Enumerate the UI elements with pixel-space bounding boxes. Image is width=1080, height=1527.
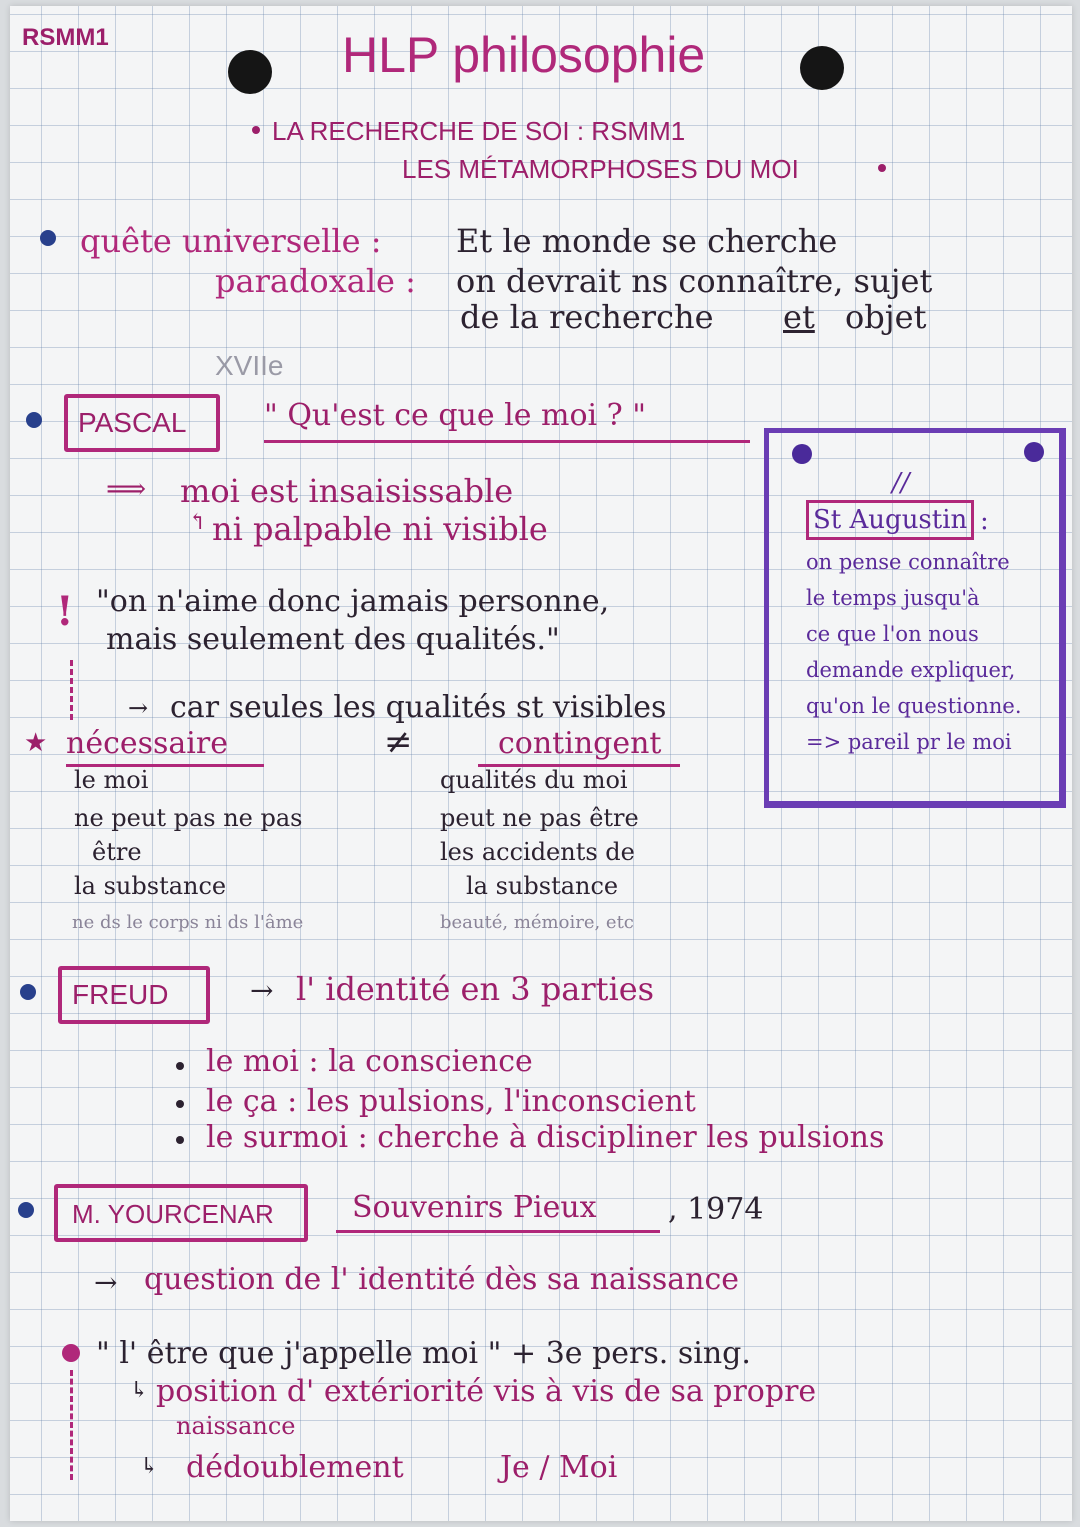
pascal-palpable: ni palpable ni visible [212,510,548,548]
right-item: qualités du moi [440,766,628,794]
yourcenar-quote-dashline [70,1370,76,1480]
century-note: XVIIe [215,350,284,381]
pascal-sub-arrow-icon: ↰ [188,510,207,535]
pascal-quote-line1: "on n'aime donc jamais personne, [96,584,610,619]
right-item-note: beauté, mémoire, etc [440,912,634,933]
parallel-sign: // [892,468,910,498]
freud-bullet [20,984,36,1000]
freud-item: le surmoi : cherche à discipliner les pulsions [206,1120,885,1155]
freud-item-bullet [176,1062,184,1070]
pascal-because: car seules les qualités st visibles [170,690,667,725]
pascal-question: " Qu'est ce que le moi ? " [264,398,647,433]
yourcenar-year: , 1974 [668,1192,764,1227]
freud-item: le ça : les pulsions, l'inconscient [206,1084,696,1119]
augustin-colon: : [980,506,989,536]
pascal-quote-dashline [70,660,76,720]
augustin-line: le temps jusqu'à [806,586,980,610]
left-item: être [92,838,142,866]
corner-code: RSMM1 [22,24,109,51]
left-item-note: ne ds le corps ni ds l'âme [72,912,304,933]
pascal-name: PASCAL [78,407,187,438]
intro-bullet [40,230,56,246]
augustin-line: => pareil pr le moi [806,730,1012,754]
freud-name-box [58,966,210,1024]
yourcenar-sub-arrow-icon: ↳ [140,1454,159,1479]
freud-item-bullet [176,1100,184,1108]
augustin-line: qu'on le questionne. [806,694,1022,718]
intro-text-monde: Et le monde se cherche [456,222,838,260]
freud-item: le moi : la conscience [206,1044,533,1079]
augustin-name: St Augustin [806,500,974,540]
freud-headline: l' identité en 3 parties [296,970,655,1008]
freud-name: FREUD [72,979,169,1010]
yourcenar-book: Souvenirs Pieux [352,1190,597,1225]
contingent-heading: contingent [498,726,662,761]
left-item: la substance [74,872,227,900]
right-item: les accidents de [440,838,635,866]
pascal-name-box [64,394,220,452]
pascal-bullet [26,412,42,428]
subtitle-line-2: LES MÉTAMORPHOSES DU MOI [402,154,799,184]
intro-label-paradoxale: paradoxale : [215,262,416,300]
yourcenar-bullet [18,1202,34,1218]
pascal-insaisissable: moi est insaisissable [180,472,514,510]
star-icon: ★ [24,728,48,758]
pascal-question-underline [264,440,750,443]
yourcenar-book-underline [336,1230,660,1233]
freud-arrow-icon: → [250,974,274,1007]
page-title: HLP philosophie [342,27,706,83]
pascal-exclamation-icon: ! [56,588,74,635]
intro-text-et: et [783,298,815,336]
yourcenar-dedoublement: dédoublement [186,1450,404,1485]
pascal-because-arrow-icon: → [128,694,149,722]
intro-label-universelle: quête universelle : [80,222,382,260]
intro-text-recherche: de la recherche [460,298,714,336]
binder-hole-right [800,46,844,90]
yourcenar-position: position d' extériorité vis à vis de sa propre [156,1374,817,1409]
yourcenar-arrow-icon: → [94,1266,118,1299]
subtitle-line-1: LA RECHERCHE DE SOI : RSMM1 [272,116,686,146]
pascal-arrow-icon: ⟹ [106,472,147,505]
yourcenar-je-moi: Je / Moi [500,1450,618,1485]
intro-text-devrait: on devrait ns connaître, sujet [456,262,933,300]
pascal-quote-line2: mais seulement des qualités." [106,622,560,657]
yourcenar-position-cont: naissance [176,1412,296,1440]
augustin-line: on pense connaître [806,550,1010,574]
binder-hole-left [228,50,272,94]
left-item: ne peut pas ne pas [74,804,303,832]
augustin-line: demande expliquer, [806,658,1016,682]
yourcenar-question: question de l' identité dès sa naissance [144,1262,740,1297]
yourcenar-name: M. YOURCENAR [72,1199,274,1229]
neq-sign: ≠ [384,722,413,762]
subtitle-bullet-left [252,126,260,134]
yourcenar-quote-pin-icon [62,1344,80,1362]
necessaire-heading: nécessaire [66,726,228,761]
augustin-card-pin-right [1024,442,1044,462]
intro-text-objet: objet [845,298,927,336]
yourcenar-quote: " l' être que j'appelle moi " + 3e pers. sing. [96,1336,751,1371]
yourcenar-name-box [54,1184,308,1242]
right-item: peut ne pas être [440,804,639,832]
augustin-card-pin-left [792,444,812,464]
left-item: le moi [74,766,149,794]
subtitle-bullet-right [878,164,886,172]
right-item: la substance [466,872,619,900]
augustin-line: ce que l'on nous [806,622,979,646]
yourcenar-sub-arrow-icon: ↳ [130,1378,149,1403]
freud-item-bullet [176,1136,184,1144]
